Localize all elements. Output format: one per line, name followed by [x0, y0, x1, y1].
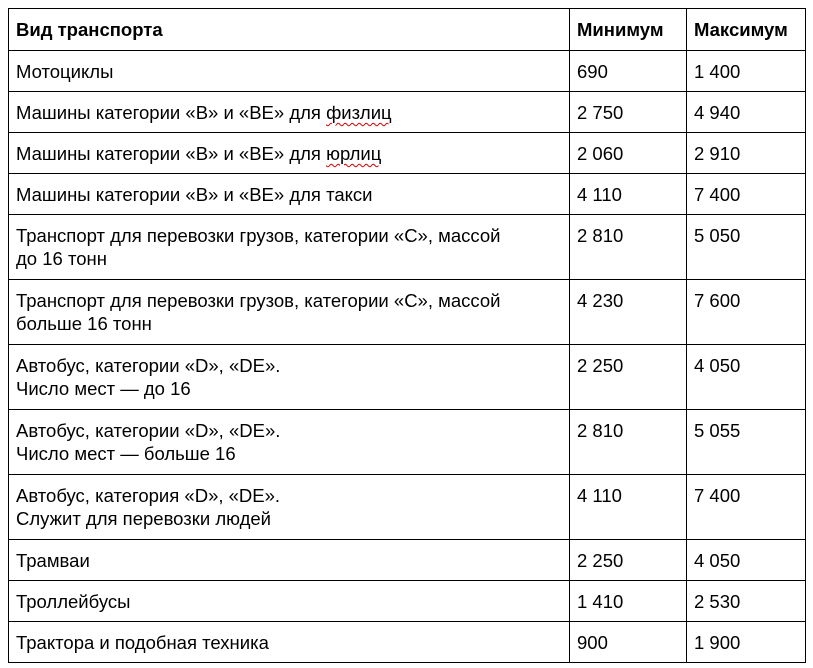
transport-type-cell — [9, 345, 570, 410]
maximum-cell: 5 050 — [687, 215, 806, 280]
minimum-cell: 4 230 — [570, 280, 687, 345]
transport-type-text: Трамваи — [16, 550, 90, 571]
transport-type-line-2: Служит для перевозки людей — [16, 508, 271, 529]
minimum-cell: 4 110 — [570, 475, 687, 540]
transport-type-cell — [9, 540, 570, 581]
transport-type-line-2: до 16 тонн — [16, 248, 107, 269]
transport-type-cell — [9, 92, 570, 133]
table-row — [9, 174, 806, 215]
transport-type-text: Машины категории «В» и «ВЕ» для — [16, 143, 327, 164]
table-row — [9, 133, 806, 174]
maximum-cell: 2 530 — [687, 581, 806, 622]
minimum-cell: 900 — [570, 622, 687, 663]
header-maximum: Максимум — [687, 9, 806, 51]
transport-type-cell — [9, 622, 570, 663]
maximum-cell: 4 050 — [687, 540, 806, 581]
transport-type-line-1: Автобус, категории «D», «DE». — [16, 420, 281, 441]
transport-type-cell — [9, 133, 570, 174]
header-minimum: Минимум — [570, 9, 687, 51]
transport-type-line-1: Транспорт для перевозки грузов, категории «С», массой — [16, 225, 501, 246]
transport-type-cell — [9, 581, 570, 622]
transport-type-text: Машины категории «В» и «ВЕ» для такси — [16, 184, 373, 205]
table-row — [9, 475, 806, 540]
minimum-cell: 2 750 — [570, 92, 687, 133]
maximum-cell: 1 900 — [687, 622, 806, 663]
minimum-cell: 2 810 — [570, 215, 687, 280]
spellcheck-flagged-word: физлиц — [326, 102, 392, 123]
spellcheck-flagged-word: юрлиц — [326, 143, 382, 164]
maximum-cell: 1 400 — [687, 51, 806, 92]
transport-type-text: Трактора и подобная техника — [16, 632, 269, 653]
minimum-cell: 4 110 — [570, 174, 687, 215]
table-row — [9, 51, 806, 92]
table-row — [9, 410, 806, 475]
maximum-cell: 7 400 — [687, 475, 806, 540]
table-row — [9, 215, 806, 280]
transport-type-line-2: Число мест — больше 16 — [16, 443, 236, 464]
table-row — [9, 92, 806, 133]
transport-type-line-2: Число мест — до 16 — [16, 378, 191, 399]
transport-type-cell — [9, 475, 570, 540]
transport-type-cell — [9, 215, 570, 280]
transport-type-line-1: Автобус, категория «D», «DE». — [16, 485, 281, 506]
table-body — [9, 51, 806, 663]
maximum-cell: 7 400 — [687, 174, 806, 215]
table-row — [9, 280, 806, 345]
minimum-cell: 2 250 — [570, 540, 687, 581]
table-row — [9, 345, 806, 410]
transport-type-text: Троллейбусы — [16, 591, 131, 612]
transport-type-line-1: Автобус, категории «D», «DE». — [16, 355, 281, 376]
transport-type-line-1: Транспорт для перевозки грузов, категории «С», массой — [16, 290, 501, 311]
minimum-cell: 690 — [570, 51, 687, 92]
transport-type-text: Мотоциклы — [16, 61, 114, 82]
maximum-cell: 7 600 — [687, 280, 806, 345]
table-row — [9, 581, 806, 622]
header-row — [9, 9, 806, 51]
rates-table — [8, 8, 806, 663]
minimum-cell: 2 060 — [570, 133, 687, 174]
maximum-cell: 4 050 — [687, 345, 806, 410]
transport-type-cell — [9, 174, 570, 215]
minimum-cell: 2 250 — [570, 345, 687, 410]
maximum-cell: 5 055 — [687, 410, 806, 475]
transport-type-text: Машины категории «В» и «ВЕ» для — [16, 102, 327, 123]
transport-type-cell — [9, 410, 570, 475]
transport-type-cell — [9, 280, 570, 345]
maximum-cell: 2 910 — [687, 133, 806, 174]
transport-type-line-2: больше 16 тонн — [16, 313, 152, 334]
maximum-cell: 4 940 — [687, 92, 806, 133]
table-row — [9, 622, 806, 663]
transport-type-cell — [9, 51, 570, 92]
table-row — [9, 540, 806, 581]
minimum-cell: 2 810 — [570, 410, 687, 475]
header-transport-type: Вид транспорта — [9, 9, 570, 51]
minimum-cell: 1 410 — [570, 581, 687, 622]
